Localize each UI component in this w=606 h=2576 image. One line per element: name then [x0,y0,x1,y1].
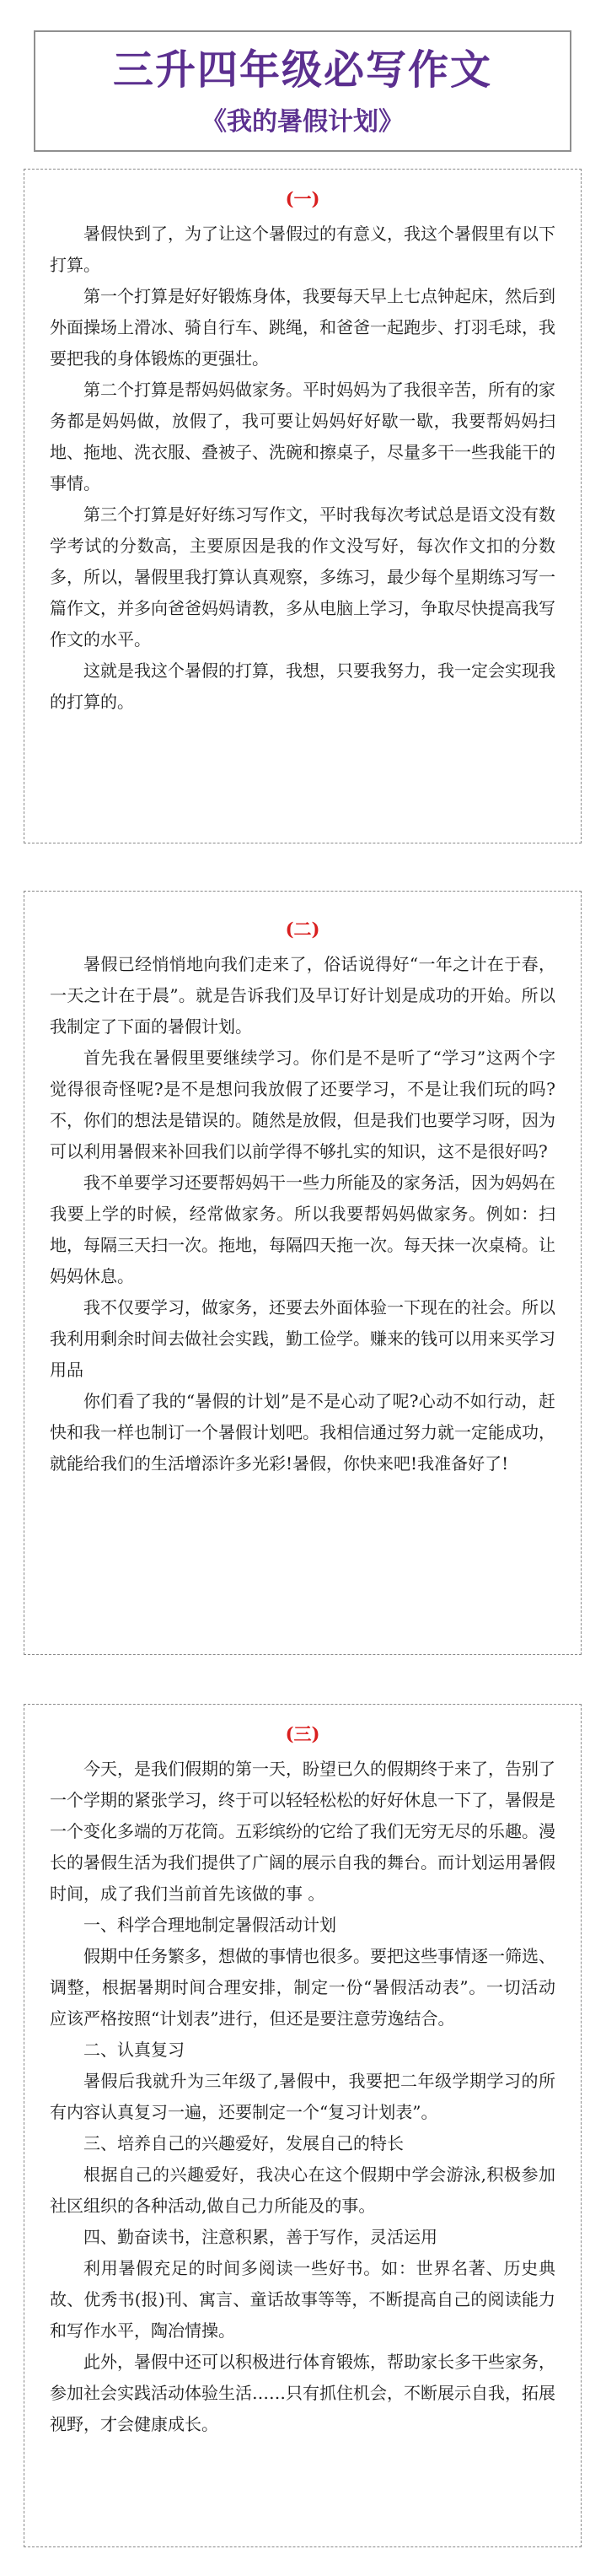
subheading: 三、培养自己的兴趣爱好，发展自己的特长 [83,2133,404,2153]
subheading: 四、勤奋读书，注意积累，善于写作，灵活运用 [83,2227,437,2247]
paragraph: 暑假已经悄悄地向我们走来了，俗话说得好“一年之计在于春，一天之计在于晨”。就是告诉我们及早订好计划是成功的开始。所以我制定了下面的暑假计划。 [50,954,555,1037]
paragraph: 暑假后我就升为三年级了,暑假中，我要把二年级学期学习的所有内容认真复习一遍，还要制定一个“复习计划表”。 [50,2071,555,2122]
paragraph: 第一个打算是好好锻炼身体，我要每天早上七点钟起床，然后到外面操场上滑冰、骑自行车、跳绳，和爸爸一起跑步、打羽毛球，我要把我的身体锻炼的更强壮。 [50,286,555,369]
paragraph: 我不单要学习还要帮妈妈干一些力所能及的家务活，因为妈妈在我要上学的时候，经常做家务。所以我要帮妈妈做家务。例如：扫地，每隔三天扫一次。拖地，每隔四天拖一次。每天抹一次桌椅。让妈妈休息。 [50,1172,555,1286]
essay-section-3 [24,1704,582,2547]
section-heading: (一) [285,188,320,209]
paragraph: 此外，暑假中还可以积极进行体育锻炼，帮助家长多干些家务，参加社会实践活动体验生活……只有抓住机会，不断展示自我，拓展视野，才会健康成长。 [50,2352,555,2434]
paragraph: 你们看了我的“暑假的计划”是不是心动了呢?心动不如行动，赶快和我一样也制订一个暑假计划吧。我相信通过努力就一定能成功，就能给我们的生活增添许多光彩!暑假，你快来吧!我准备好了! [50,1391,555,1474]
paragraph: 第三个打算是好好练习写作文，平时我每次考试总是语文没有数学考试的分数高，主要原因是我的作文没写好，每次作文扣的分数多，所以，暑假里我打算认真观察，多练习，最少每个星期练习写一篇作文，并多向爸爸妈妈请教，多从电脑上学习，争取尽快提高我写作文的水平。 [50,504,555,649]
page-title: 三升四年级必写作文 [112,46,492,94]
paragraph: 我不仅要学习，做家务，还要去外面体验一下现在的社会。所以我利用剩余时间去做社会实践，勤工俭学。赚来的钱可以用来买学习用品 [50,1297,555,1380]
section-heading: (二) [285,919,320,940]
paragraph: 假期中任务繁多，想做的事情也很多。要把这些事情逐一筛选、调整，根据暑期时间合理安排，制定一份“暑假活动表”。一切活动应该严格按照“计划表”进行，但还是要注意劳逸结合。 [50,1946,555,2029]
section-heading: (三) [285,1723,320,1744]
paragraph: 今天，是我们假期的第一天，盼望已久的假期终于来了，告别了一个学期的紧张学习，终于可以轻轻松松的好好休息一下了，暑假是一个变化多端的万花筒。五彩缤纷的它给了我们无穷无尽的乐趣。漫长的暑假生活为我们提供了广阔的展示自我的舞台。而计划运用暑假时间，成了我们当前首先该做的事 。 [50,1759,555,1904]
title-banner [34,30,571,152]
essay-section-1 [24,169,582,843]
essay-subtitle: 《我的暑假计划》 [201,107,404,137]
essay-section-2 [24,891,582,1655]
paragraph: 第二个打算是帮妈妈做家务。平时妈妈为了我很辛苦，所有的家务都是妈妈做，放假了，我可要让妈妈好好歇一歇，我要帮妈妈扫地、拖地、洗衣服、叠被子、洗碗和擦桌子，尽量多干一些我能干的事情。 [50,380,555,493]
subheading: 二、认真复习 [83,2040,185,2060]
paragraph: 首先我在暑假里要继续学习。你们是不是听了“学习”这两个字觉得很奇怪呢?是不是想问我放假了还要学习，不是让我们玩的吗?不，你们的想法是错误的。随然是放假，但是我们也要学习呀，因为可以利用暑假来补回我们以前学得不够扎实的知识，这不是很好吗? [50,1048,555,1161]
paragraph: 这就是我这个暑假的打算，我想，只要我努力，我一定会实现我的打算的。 [50,660,555,712]
paragraph: 暑假快到了，为了让这个暑假过的有意义，我这个暑假里有以下打算。 [50,224,555,275]
paragraph: 利用暑假充足的时间多阅读一些好书。如：世界名著、历史典故、优秀书(报)刊、寓言、童话故事等等，不断提高自己的阅读能力和写作水平，陶冶情操。 [50,2258,555,2341]
subheading: 一、科学合理地制定暑假活动计划 [83,1915,336,1935]
paragraph: 根据自己的兴趣爱好，我决心在这个假期中学会游泳,积极参加社区组织的各种活动,做自己力所能及的事。 [50,2164,555,2216]
